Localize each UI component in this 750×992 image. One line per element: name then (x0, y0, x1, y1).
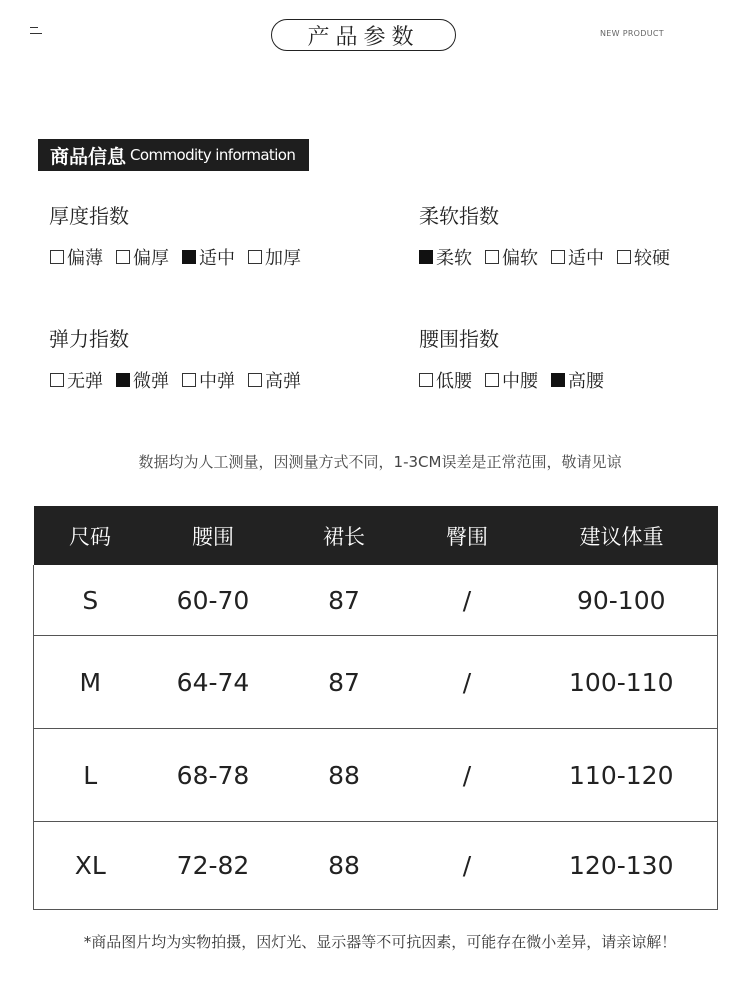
table-row (34, 822, 718, 910)
index-option (182, 244, 235, 270)
cell-size: XL (34, 822, 147, 910)
index-option-label: 适中 (199, 248, 235, 269)
unchecked-box-icon (182, 373, 196, 387)
index-option-label: 加厚 (265, 248, 301, 269)
cell-waist: 68-78 (147, 729, 280, 822)
thickness-index-options (50, 244, 314, 270)
index-option (116, 244, 169, 270)
table-row (34, 565, 718, 636)
new-product-tagline: NEW PRODUCT (600, 29, 664, 38)
unchecked-box-icon (485, 373, 499, 387)
index-option (419, 367, 472, 393)
index-option-label: 高腰 (568, 371, 604, 392)
index-option-label: 适中 (568, 248, 604, 269)
unchecked-box-icon (248, 250, 262, 264)
index-option-label: 偏薄 (67, 248, 103, 269)
size-table (33, 506, 718, 910)
menu-icon[interactable] (30, 27, 42, 39)
page-title: 产品参数 (271, 19, 456, 51)
cell-hip: / (409, 636, 526, 729)
cell-weight: 90-100 (576, 585, 666, 615)
col-header-weight: 建议体重 (526, 506, 718, 565)
col-header-waist: 腰围 (147, 506, 280, 565)
photo-footnote: *商品图片均为实物拍摄，因灯光、显示器等不可抗因素，可能存在微小差异，请亲谅解！ (83, 933, 677, 951)
unchecked-box-icon (50, 250, 64, 264)
index-option-label: 无弹 (67, 371, 103, 392)
cell-size: M (34, 636, 147, 729)
cell-weight: 100-110 (526, 636, 718, 729)
index-option (551, 367, 604, 393)
index-option-label: 柔软 (436, 248, 472, 269)
cell-weight: 120-130 (526, 822, 718, 910)
unchecked-box-icon (551, 250, 565, 264)
index-option (50, 244, 103, 270)
cell-hip: / (409, 822, 526, 910)
index-option (617, 244, 670, 270)
index-option-label: 中弹 (199, 371, 235, 392)
waist-index-options (419, 367, 617, 393)
size-table-header-row (34, 506, 718, 565)
index-option-label: 偏软 (502, 248, 538, 269)
elasticity-index-options (50, 367, 314, 393)
softness-index-options (419, 244, 683, 270)
index-option-label: 低腰 (436, 371, 472, 392)
cell-skirt-length: 88 (280, 822, 409, 910)
section-header (38, 139, 309, 171)
cell-size: L (34, 729, 147, 822)
index-option (116, 367, 169, 393)
cell-hip: / (409, 729, 526, 822)
unchecked-box-icon (248, 373, 262, 387)
col-header-hip: 臀围 (409, 506, 526, 565)
unchecked-box-icon (116, 250, 130, 264)
index-option-label: 偏厚 (133, 248, 169, 269)
unchecked-box-icon (419, 373, 433, 387)
index-option (248, 367, 301, 393)
checked-box-icon (116, 373, 130, 387)
index-option (485, 244, 538, 270)
cell-skirt-length: 87 (328, 585, 360, 615)
index-option-label: 中腰 (502, 371, 538, 392)
unchecked-box-icon (485, 250, 499, 264)
index-option-label: 微弹 (133, 371, 169, 392)
checked-box-icon (419, 250, 433, 264)
index-option (485, 367, 538, 393)
col-header-size: 尺码 (34, 506, 147, 565)
index-option (419, 244, 472, 270)
section-title-en: Commodity information (130, 146, 296, 164)
index-option (248, 244, 301, 270)
checked-box-icon (182, 250, 196, 264)
cell-waist: 64-74 (147, 636, 280, 729)
table-row (34, 636, 718, 729)
index-option-label: 高弹 (265, 371, 301, 392)
index-option (182, 367, 235, 393)
index-option-label: 较硬 (634, 248, 670, 269)
cell-weight: 110-120 (526, 729, 718, 822)
elasticity-index-title: 弹力指数 (49, 327, 129, 351)
index-option (551, 244, 604, 270)
col-header-skirt-length: 裙长 (280, 506, 409, 565)
cell-waist: 60-70 (176, 585, 250, 615)
index-option (50, 367, 103, 393)
cell-skirt-length: 87 (280, 636, 409, 729)
section-title-cn: 商品信息 (50, 145, 127, 168)
cell-size: S (82, 585, 99, 615)
softness-index-title: 柔软指数 (419, 204, 499, 228)
cell-waist: 72-82 (147, 822, 280, 910)
waist-index-title: 腰围指数 (419, 327, 499, 351)
table-row (34, 729, 718, 822)
measurement-disclaimer: 数据均为人工测量，因测量方式不同，1-3CM误差是正常范围，敬请见谅 (138, 453, 622, 471)
unchecked-box-icon (50, 373, 64, 387)
thickness-index-title: 厚度指数 (49, 204, 129, 228)
cell-skirt-length: 88 (280, 729, 409, 822)
cell-hip: / (462, 585, 472, 615)
unchecked-box-icon (617, 250, 631, 264)
checked-box-icon (551, 373, 565, 387)
